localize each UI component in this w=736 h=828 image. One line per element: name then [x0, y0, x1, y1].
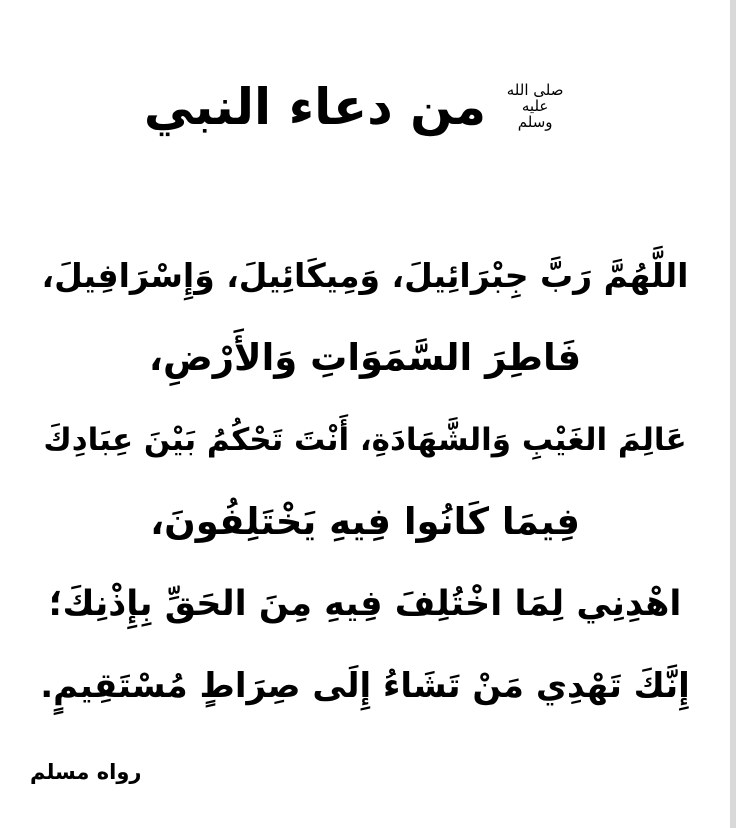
salawat-line-2: عليه	[521, 97, 549, 116]
header	[0, 62, 730, 152]
dua-line-1: اللَّهُمَّ رَبَّ جِبْرَائِيلَ، وَمِيكَائِيلَ، وَإِسْرَافِيلَ،	[41, 256, 689, 295]
dua-line-4: فِيمَا كَانُوا فِيهِ يَخْتَلِفُونَ،	[150, 500, 580, 543]
dua-line-6: إِنَّكَ تَهْدِي مَنْ تَشَاءُ إِلَى صِرَاطٍ مُسْتَقِيمٍ.	[40, 666, 690, 706]
salawat-line-1: صلى الله	[506, 81, 564, 100]
salawat-line-3: وسلم	[517, 112, 553, 131]
dua-line-5: اهْدِنِي لِمَا اخْتُلِفَ فِيهِ مِنَ الحَقِّ بِإِذْنِكَ؛	[48, 584, 682, 624]
hadith-source: رواه مسلم	[30, 760, 142, 784]
page-title: من دعاء النبي	[143, 78, 487, 136]
dua-line-3: عَالِمَ الغَيْبِ وَالشَّهَادَةِ، أَنْتَ تَحْكُمُ بَيْنَ عِبَادِكَ	[43, 422, 687, 458]
dua-text	[40, 235, 690, 727]
dua-line-2: فَاطِرَ السَّمَوَاتِ وَالأَرْضِ،	[148, 336, 582, 379]
salawat-calligraphy	[496, 67, 574, 147]
